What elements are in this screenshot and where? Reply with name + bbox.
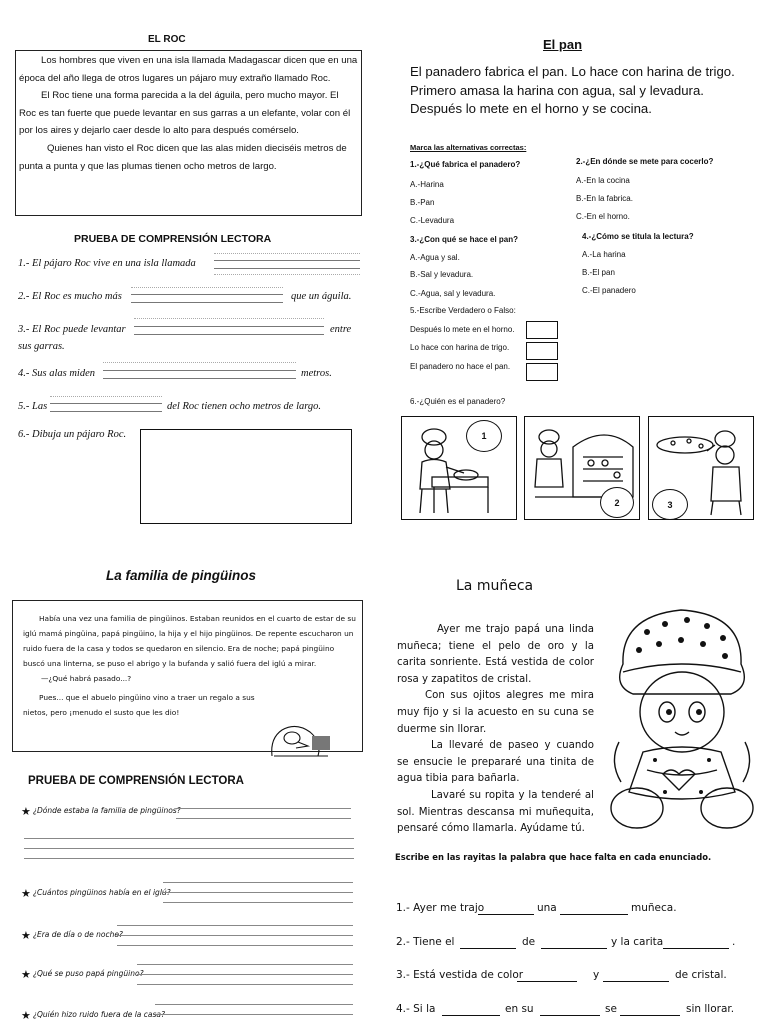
pan-q2-option-b[interactable]: B.-En la fabrica. (576, 194, 633, 203)
pan-text: El panadero fabrica el pan. Lo hace con harina de trigo. Primero amasa la harina con agua, sal y levadura. Después lo mete en el horno y se cocina. (410, 64, 735, 116)
star-icon: ★ (21, 806, 31, 818)
penguin-answer-line-2c[interactable] (163, 902, 353, 903)
roc-question-3-end: sus garras. (18, 341, 65, 352)
penguin-answer-line-4c[interactable] (137, 984, 353, 985)
doll-sentence-2-part-b: de (522, 936, 536, 948)
penguin-answer-line-1c[interactable] (24, 838, 354, 839)
doll-paragraph-1: Ayer me trajo papá una linda muñeca; tiene el pelo de oro y la carita sonriente. Está vestida de color rosa y zapatitos de cristal. (397, 624, 594, 685)
doll-blank-1a[interactable] (478, 914, 534, 915)
pan-q2-option-c[interactable]: C.-En el horno. (576, 212, 630, 221)
doll-sentence-4-part-b: en su (505, 1003, 534, 1015)
doll-illustration (603, 602, 761, 834)
doll-title: La muñeca (456, 578, 534, 594)
roc-question-2: 2.- El Roc es mucho más (18, 291, 122, 302)
doll-sentence-3-part-a: 3.- Está vestida de color (396, 969, 524, 981)
roc-answer-line-3a (134, 318, 324, 319)
doll-sentence-2-part-d: . (732, 936, 736, 948)
pan-q2-option-a[interactable]: A.-En la cocina (576, 176, 630, 185)
roc-answer-line-1a (214, 253, 360, 254)
doll-blank-3b[interactable] (603, 981, 669, 982)
pan-q3-option-b[interactable]: B.-Sal y levadura. (410, 270, 474, 279)
penguin-answer-line-3b[interactable] (117, 935, 353, 936)
pan-q4-option-a[interactable]: A.-La harina (582, 250, 626, 259)
penguin-paragraph-1: Había una vez una familia de pingüinos. Estaban reunidos en el cuarto de estar de su iglú mamá pingüina, papá pingüino, la hija y el hijo pingüinos. De repente escucharon un ruido fuera de la casa y todos se quedaron en silencio. Era de noche; papá pingüino buscó una linterna, se puso el abrigo y la bufanda y salió fuera del iglú a mirar. (23, 614, 356, 668)
penguin-question-5: ¿Quién hizo ruido fuera de la casa? (33, 1010, 165, 1019)
doll-sentence-1-part-a: 1.- Ayer me trajo (396, 902, 485, 914)
pan-q3-option-c[interactable]: C.-Agua, sal y levadura. (410, 289, 496, 298)
penguin-answer-line-1b[interactable] (176, 818, 351, 819)
roc-answer-line-5[interactable] (50, 403, 162, 412)
roc-question-4: 4.- Sus alas miden (18, 368, 95, 379)
doll-paragraph-4: Lavaré su ropita y la tenderé al sol. Mientras descansa mi muñequita, pensaré cómo llamarla. Ayúdame tú. (397, 789, 594, 835)
doll-blank-2a[interactable] (460, 948, 516, 949)
penguin-answer-line-1e[interactable] (24, 858, 354, 859)
penguin-paragraph-3: Pues... que el abuelo pingüino vino a traer un regalo a sus nietos, pero ¡menudo el susto que les dio! (23, 693, 255, 717)
roc-answer-line-2[interactable] (131, 294, 283, 303)
doll-paragraph-2: Con sus ojitos alegres me mira muy fijo y si la acuesto en su cuna se duerme sin llorar. (397, 690, 594, 735)
doll-sentence-2-part-c: y la carita (611, 936, 664, 948)
doll-sentence-4-part-d: sin llorar. (686, 1003, 735, 1015)
penguin-question-3: ¿Era de día o de noche? (33, 930, 123, 939)
penguin-illustration (266, 716, 336, 764)
penguin-answer-line-3a[interactable] (117, 925, 353, 926)
pan-vf-box-2[interactable] (526, 342, 558, 360)
doll-blank-3a[interactable] (517, 981, 577, 982)
pan-question-4: 4.-¿Cómo se titula la lectura? (582, 232, 694, 241)
pan-vf-statement-1: Después lo mete en el horno. (410, 325, 515, 334)
pan-q1-option-a[interactable]: A.-Harina (410, 180, 444, 189)
pan-question-5: 5.-Escribe Verdadero o Falso: (410, 306, 516, 315)
roc-answer-line-1b (214, 274, 360, 275)
star-icon: ★ (21, 888, 31, 900)
roc-paragraph-1: Los hombres que viven en una isla llamada Madagascar dicen que en una época del año llega de otros lugares un pájaro muy extraño llamado Roc. (19, 55, 358, 84)
penguin-answer-line-5a[interactable] (155, 1004, 353, 1005)
penguin-answer-line-2b[interactable] (163, 892, 353, 893)
doll-blank-1b[interactable] (560, 914, 628, 915)
pan-title: El pan (543, 37, 583, 52)
picture-number-2: 2 (600, 487, 634, 518)
penguin-quiz-title: PRUEBA DE COMPRENSIÓN LECTORA (28, 775, 244, 787)
penguin-paragraph-2: —¿Qué habrá pasado...? (41, 674, 132, 683)
doll-sentence-3-part-b: y (593, 969, 600, 981)
roc-title: EL ROC (148, 34, 186, 45)
roc-paragraph-2: El Roc tiene una forma parecida a la del águila, pero mucho mayor. El Roc es tan fuerte que puede levantar en sus garras a un elefante, volar con él por los aires y dejarlo caer desde lo alto para después comérselo. (19, 90, 351, 137)
roc-answer-line-1[interactable] (214, 260, 360, 269)
roc-question-3: 3.- El Roc puede levantar (18, 324, 126, 335)
roc-answer-line-4a (103, 362, 296, 363)
doll-paragraph-3: La llevaré de paseo y cuando se ensucie le prepararé una tinita de agua tibia para bañarla. (397, 740, 594, 785)
pan-vf-box-1[interactable] (526, 321, 558, 339)
doll-sentence-1-part-b: una (537, 902, 557, 914)
roc-question-2-end: que un águila. (291, 291, 352, 302)
doll-blank-4b[interactable] (540, 1015, 600, 1016)
roc-answer-line-5a (50, 396, 162, 397)
star-icon: ★ (21, 1010, 31, 1022)
picture-number-3: 3 (652, 489, 688, 520)
pan-vf-box-3[interactable] (526, 363, 558, 381)
penguin-answer-line-4b[interactable] (137, 974, 353, 975)
penguin-answer-line-5b[interactable] (155, 1014, 353, 1015)
penguin-answer-line-2a[interactable] (163, 882, 353, 883)
pan-question-2: 2.-¿En dónde se mete para cocerlo? (576, 157, 714, 166)
star-icon: ★ (21, 930, 31, 942)
roc-question-3-mid: entre (330, 324, 352, 335)
roc-drawing-box[interactable] (140, 429, 352, 524)
doll-sentence-3-part-c: de cristal. (675, 969, 727, 981)
roc-question-1: 1.- El pájaro Roc vive en una isla llamada (18, 258, 196, 269)
doll-sentence-1-part-c: muñeca. (631, 902, 677, 914)
roc-answer-line-4[interactable] (103, 370, 296, 379)
picture-number-1: 1 (466, 420, 502, 452)
doll-sentence-4-part-a: 4.- Si la (396, 1003, 436, 1015)
penguin-answer-line-1a[interactable] (176, 808, 351, 809)
doll-sentence-4-part-c: se (605, 1003, 617, 1015)
pan-q4-option-b[interactable]: B.-El pan (582, 268, 615, 277)
doll-text (397, 622, 594, 838)
pan-instructions: Marca las alternativas correctas: (410, 143, 527, 152)
pan-vf-statement-2: Lo hace con harina de trigo. (410, 343, 510, 352)
roc-question-5-end: del Roc tienen ocho metros de largo. (167, 401, 322, 412)
penguin-answer-line-4a[interactable] (137, 964, 353, 965)
penguin-title: La familia de pingüinos (106, 568, 257, 583)
roc-question-6: 6.- Dibuja un pájaro Roc. (18, 429, 127, 440)
roc-question-4-end: metros. (301, 368, 332, 379)
penguin-answer-line-3c[interactable] (117, 945, 353, 946)
pan-question-1: 1.-¿Qué fabrica el panadero? (410, 160, 521, 169)
doll-blank-2b[interactable] (541, 948, 607, 949)
roc-paragraph-3: Quienes han visto el Roc dicen que las alas miden dieciséis metros de punta a punta y que las plumas tienen ocho metros de largo. (19, 142, 347, 172)
pan-q3-option-a[interactable]: A.-Agua y sal. (410, 253, 460, 262)
penguin-question-4: ¿Qué se puso papá pingüino? (33, 969, 144, 978)
roc-text-box (15, 50, 362, 216)
pan-question-6: 6.-¿Quién es el panadero? (410, 397, 506, 406)
penguin-question-1: ¿Dónde estaba la familia de pingüinos? (33, 806, 181, 815)
doll-blank-2c[interactable] (663, 948, 729, 949)
doll-instructions: Escribe en las rayitas la palabra que hace falta en cada enunciado. (395, 852, 712, 862)
roc-quiz-title: PRUEBA DE COMPRENSIÓN LECTORA (74, 233, 272, 245)
roc-question-5: 5.- Las (18, 401, 48, 412)
pan-q1-option-b[interactable]: B.-Pan (410, 198, 435, 207)
roc-answer-line-3[interactable] (134, 326, 324, 335)
pan-q1-option-c[interactable]: C.-Levadura (410, 216, 455, 225)
doll-blank-4c[interactable] (620, 1015, 680, 1016)
doll-sentence-2-part-a: 2.- Tiene el (396, 936, 455, 948)
penguin-question-2: ¿Cuántos pingüinos había en el iglú? (33, 888, 171, 897)
penguin-answer-line-1d[interactable] (24, 848, 354, 849)
roc-answer-line-2a (131, 287, 283, 288)
star-icon: ★ (21, 969, 31, 981)
pan-q4-option-c[interactable]: C.-El panadero (582, 286, 636, 295)
pan-vf-statement-3: El panadero no hace el pan. (410, 362, 511, 371)
doll-blank-4a[interactable] (442, 1015, 500, 1016)
pan-question-3: 3.-¿Con qué se hace el pan? (410, 235, 519, 244)
